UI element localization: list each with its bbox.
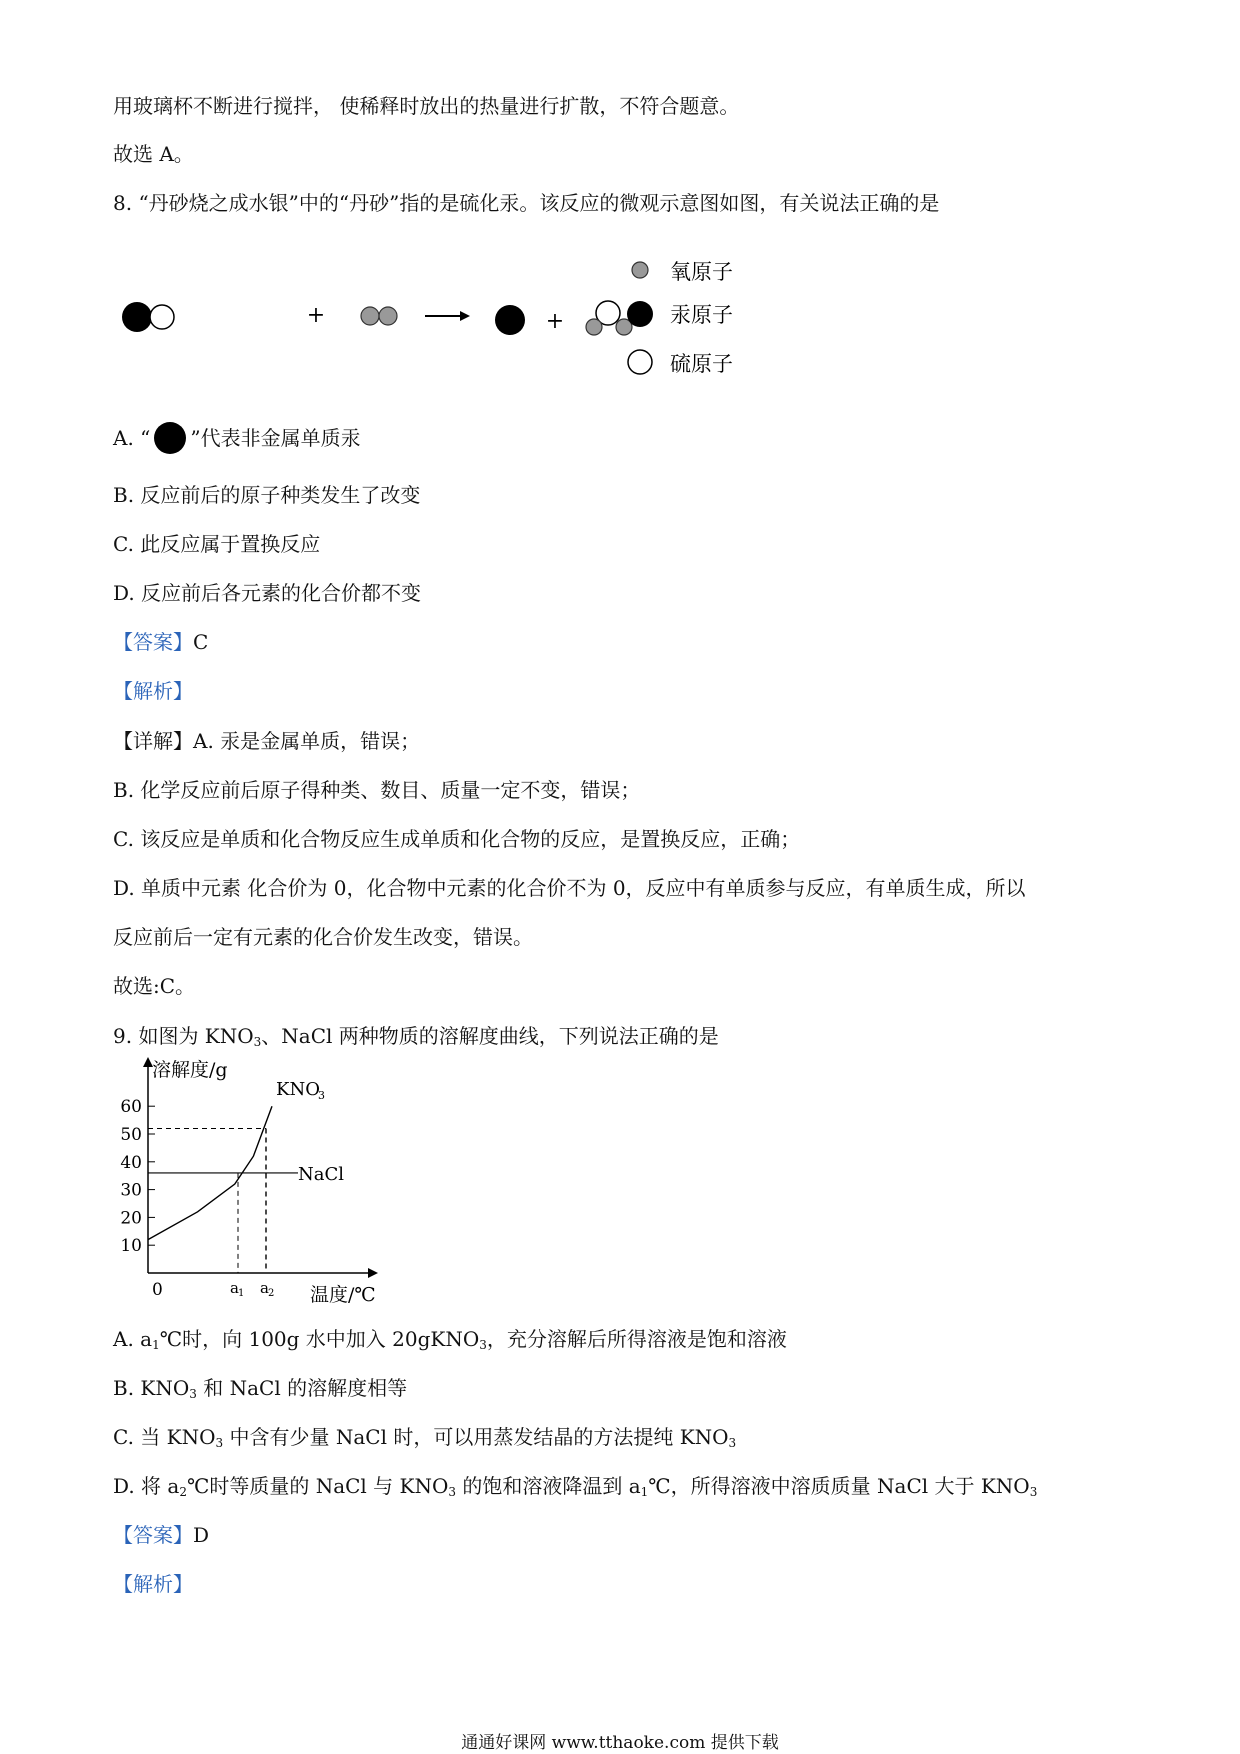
page-footer: 通通好课网 www.tthaoke.com 提供下载 [461,1733,779,1753]
q9-stem-sub: 3 [253,1035,262,1049]
answer-value: C [193,630,209,654]
q8-analysis-tag: 【解析】 [113,679,193,703]
q9-a-sub2: 3 [479,1338,487,1352]
plus-sign: + [306,303,326,328]
q9-d-mid3: ℃，所得溶液中溶质质量 NaCl 大于 KNO [648,1474,1030,1498]
detail-tag: 【详解】 [113,729,193,753]
q9-d-sub1: 2 [179,1485,187,1499]
q9-d-mid1: ℃时等质量的 NaCl 与 KNO [186,1474,449,1498]
arrow-head [460,311,470,321]
answer-tag: 【答案】 [113,1523,193,1547]
x-tick-label-a1: a [230,1279,239,1297]
y-tick-label: 10 [120,1236,142,1257]
q9-stem-post: 、NaCl 两种物质的溶解度曲线，下列说法正确的是 [261,1024,719,1048]
q8-option-a-prefix: A. “ [113,426,151,450]
oxygen-atom [586,319,602,335]
y-tick-label: 20 [120,1208,142,1229]
q8-detail-d-1: D. 单质中元素 化合价为 0，化合物中元素的化合价不为 0，反应中有单质参与反应，有单质生成，所以 [113,876,1026,900]
q8-option-c: C. 此反应属于置换反应 [113,532,321,556]
oxygen-atom [379,307,397,325]
y-tick-label: 30 [120,1180,142,1201]
q9-option-c [113,1423,736,1451]
q9-a-pre: A. a [113,1327,153,1351]
q8-option-d: D. 反应前后各元素的化合价都不变 [113,581,422,605]
mercury-atom-icon [154,422,186,454]
y-tick-label: 50 [120,1125,142,1145]
sulfur-atom [150,305,174,329]
legend-sulfur-icon [628,350,652,374]
q9-analysis-tag: 【解析】 [113,1572,193,1596]
mercury-atom [122,302,152,332]
q8-detail-d-2: 反应前后一定有元素的化合价发生改变，错误。 [113,925,533,949]
legend-mercury-label: 汞原子 [670,303,733,327]
q9-d-sub4: 3 [1029,1485,1038,1499]
q9-c-sub2: 3 [728,1436,737,1450]
y-axis-label: 溶解度/g [152,1059,228,1081]
q9-stem-pre: 9. 如图为 KNO [113,1024,254,1048]
q9-option-a [113,1325,787,1353]
question-8-stem: 8. “丹砂烧之成水银”中的“丹砂”指的是硫化汞。该反应的微观示意图如图，有关说法正确的是 [113,191,940,215]
plus-sign: + [545,309,565,334]
legend-oxygen-label: 氧原子 [670,260,733,284]
x-axis-arrow [368,1268,378,1278]
q9-option-d [113,1472,1037,1500]
q9-answer [113,1521,209,1549]
kno3-label: KNO [276,1079,320,1100]
q9-a-sub1: 1 [152,1338,160,1352]
q9-c-pre: C. 当 KNO [113,1425,216,1449]
q9-option-b [113,1374,407,1402]
q9-b-sub: 3 [189,1387,197,1401]
x-tick-label-a1-sub: 1 [238,1288,245,1299]
y-tick-label: 60 [120,1097,142,1118]
x-tick-label-a2-sub: 2 [268,1288,275,1299]
q8-option-b: B. 反应前后的原子种类发生了改变 [113,483,421,507]
reaction-diagram [100,250,780,390]
detail-a-text: A. 汞是金属单质，错误； [193,729,421,753]
mercury-atom [495,305,525,335]
x-axis-label: 温度/℃ [310,1284,376,1306]
answer-tag: 【答案】 [113,630,193,654]
solubility-chart [110,1055,400,1315]
q9-d-mid2: 的饱和溶液降温到 a [456,1474,641,1498]
q9-d-sub3: 1 [640,1485,649,1499]
q9-d-pre: D. 将 a [113,1474,180,1498]
x-origin-label: 0 [152,1280,163,1300]
q9-a-post: ，充分溶解后所得溶液是饱和溶液 [486,1327,787,1351]
oxygen-atom [361,307,379,325]
q9-b-pre: B. KNO [113,1376,190,1400]
q8-option-a-suffix: ”代表非金属单质汞 [190,426,361,450]
x-tick-label-a2: a [260,1279,269,1297]
q8-answer [113,628,208,656]
q9-a-mid: ℃时，向 100g 水中加入 20gKNO [159,1327,480,1351]
q9-b-post: 和 NaCl 的溶解度相等 [196,1376,408,1400]
q8-detail-c: C. 该反应是单质和化合物反应生成单质和化合物的反应，是置换反应，正确； [113,827,801,851]
text-line-2: 故选 A。 [113,142,194,166]
q8-option-a [113,422,361,454]
answer-value: D [193,1523,210,1547]
text-line-1: 用玻璃杯不断进行搅拌， 使稀释时放出的热量进行扩散，不符合题意。 [113,94,740,118]
q8-detail-a [113,727,420,755]
q9-d-sub2: 3 [448,1485,457,1499]
q8-detail-b: B. 化学反应前后原子得种类、数目、质量一定不变，错误； [113,778,641,802]
kno3-label-sub: 3 [318,1089,325,1102]
q9-c-mid: 中含有少量 NaCl 时，可以用蒸发结晶的方法提纯 KNO [223,1425,729,1449]
legend-mercury-icon [627,301,653,327]
q8-choose: 故选:C。 [113,974,196,998]
question-9-stem [113,1022,719,1050]
legend-sulfur-label: 硫原子 [670,352,733,376]
legend-oxygen-icon [632,262,648,278]
y-tick-label: 40 [120,1152,142,1173]
nacl-label: NaCl [298,1163,345,1185]
q9-c-sub1: 3 [215,1436,224,1450]
